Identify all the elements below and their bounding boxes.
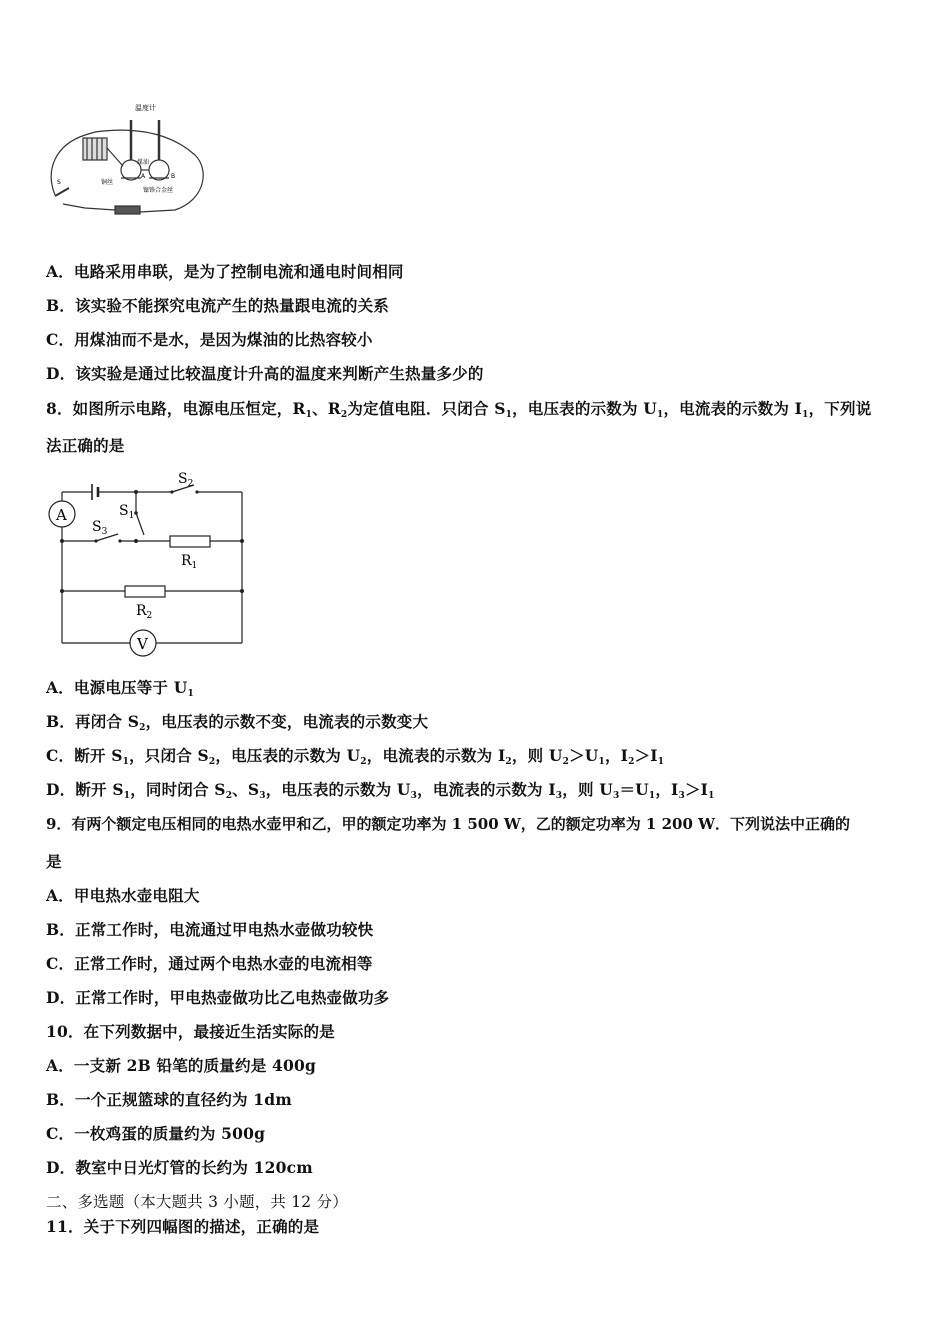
q9-option-d: D．正常工作时，甲电热壶做功比乙电热壶做功多 (46, 988, 390, 1007)
nichrome-label: 镍铬合金丝 (143, 187, 174, 194)
q9-stem: 9．有两个额定电压相同的电热水壶甲和乙，甲的额定功率为 1 500 W，乙的额定功率为 1 200 W．下列说法中正确的 (46, 815, 850, 833)
copper-label: 铜丝 (101, 179, 114, 186)
q9-option-b: B．正常工作时，电流通过甲电热水壶做功较快 (46, 920, 374, 939)
section-title: 二、多选题（本大题共 3 小题，共 12 分） (46, 1193, 348, 1211)
r2-label: $R_2$ (136, 603, 153, 621)
s2-label: $S_2$ (178, 471, 194, 489)
kerosene-label: 煤油 (137, 159, 150, 166)
q7-option-b: B．该实验不能探究电流产生的热量跟电流的关系 (46, 296, 390, 315)
switch-label: S (57, 179, 61, 186)
q10-option-c: C．一枚鸡蛋的质量约为 500g (46, 1124, 266, 1143)
s1-label: $S_1$ (119, 503, 135, 521)
q10-option-d: D．教室中日光灯管的长约为 120cm (46, 1158, 313, 1177)
q10-stem: 10．在下列数据中，最接近生活实际的是 (46, 1022, 335, 1041)
q9-option-c: C．正常工作时，通过两个电热水壶的电流相等 (46, 954, 373, 973)
label-b: B (171, 173, 176, 180)
q8-option-c: C．断开 $S_1$，只闭合 $S_2$，电压表的示数为 $U_2$，电流表的示数为 $I_2$，则 $U_2>U_1$，$I_2>I_1$ (46, 746, 665, 767)
q8-stem-line2: 法正确的是 (46, 436, 125, 455)
q7-option-a: A．电路采用串联，是为了控制电流和通电时间相同 (46, 262, 404, 281)
s3-label: $S_3$ (92, 519, 108, 537)
q10-option-a: A．一支新 2B 铅笔的质量约是 400g (46, 1056, 316, 1075)
thermometer-label: 温度计 (135, 104, 156, 112)
q8-option-b: B．再闭合 $S_2$，电压表的示数不变，电流表的示数变大 (46, 712, 429, 733)
q8-option-a: A．电源电压等于 $U_1$ (46, 678, 194, 699)
heating-experiment-figure (45, 100, 215, 225)
q9-stem-line2: 是 (46, 852, 62, 871)
q8-stem: 8．如图所示电路，电源电压恒定，$R_1$、$R_2$为定值电阻．只闭合 $S_1$，电压表的示数为 $U_1$，电流表的示数为 $I_1$，下列说 (46, 399, 872, 420)
q10-option-b: B．一个正规篮球的直径约为 1dm (46, 1090, 292, 1109)
label-a: A (141, 173, 146, 180)
voltmeter-label: V (137, 635, 148, 653)
r1-label: $R_1$ (181, 553, 198, 571)
q8-option-d: D．断开 $S_1$，同时闭合 $S_2$、$S_3$，电压表的示数为 $U_3$，电流表的示数为 $I_3$，则 $U_3=U_1$，$I_3>I_1$ (46, 780, 715, 801)
q7-option-d: D．该实验是通过比较温度计升高的温度来判断产生热量多少的 (46, 364, 484, 383)
q9-option-a: A．甲电热水壶电阻大 (46, 886, 200, 905)
q11-stem: 11．关于下列四幅图的描述，正确的是 (46, 1217, 320, 1236)
q7-option-c: C．用煤油而不是水，是因为煤油的比热容较小 (46, 330, 373, 349)
circuit-diagram (44, 465, 254, 665)
ammeter-label: A (56, 506, 67, 524)
